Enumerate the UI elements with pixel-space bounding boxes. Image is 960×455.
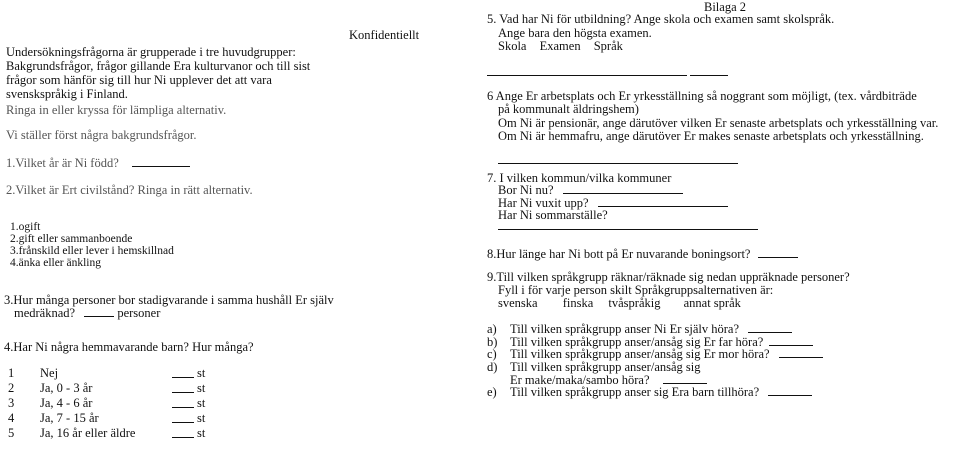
municipality-now-field[interactable] bbox=[563, 183, 683, 194]
question-4: 4.Har Ni några hemmavarande barn? Hur många? bbox=[4, 340, 254, 354]
self-language-field[interactable] bbox=[748, 322, 792, 333]
children-count-field[interactable] bbox=[172, 367, 194, 378]
language-item-b: b) Till vilken språkgrupp anser/ansåg sig Er far höra? bbox=[487, 335, 813, 349]
instruction-text: Ringa in eller kryssa för lämpliga alternativ. bbox=[6, 103, 227, 117]
summer-place-answer-line[interactable] bbox=[498, 229, 758, 230]
intro-line-4: svenskspråkig i Finland. bbox=[6, 87, 128, 101]
question-6-line-4: Om Ni är hemmafru, ange därutöver Er makes senaste arbetsplats och yrkesställning. bbox=[498, 129, 924, 143]
education-answer-line[interactable] bbox=[487, 75, 687, 76]
option-bilingual: tvåspråkig bbox=[608, 296, 661, 310]
option-swedish: svenska bbox=[498, 296, 538, 310]
education-columns bbox=[498, 39, 623, 53]
column-language: Språk bbox=[593, 39, 623, 53]
municipality-grew-up-field[interactable] bbox=[598, 196, 728, 207]
intro-line-2: Bakgrundsfrågor, frågor gillande Era kulturvanor och till sist bbox=[6, 59, 311, 73]
language-group-options bbox=[498, 296, 741, 310]
children-count-field[interactable] bbox=[172, 427, 194, 438]
question-9-line-1: 9.Till vilken språkgrupp räknar/räknade sig nedan uppräknade personer? bbox=[487, 270, 850, 284]
children-count-field[interactable] bbox=[172, 397, 194, 408]
question-6-line-1: 6 Ange Er arbetsplats och Er yrkesställning så noggrant som möjligt, (tex. vårdbiträde bbox=[487, 89, 917, 103]
language-answer-line[interactable] bbox=[690, 75, 728, 76]
language-item-e: e) Till vilken språkgrupp anser sig Era barn tillhöra? bbox=[487, 385, 812, 399]
spouse-language-field[interactable] bbox=[663, 373, 707, 384]
question-7-title: 7. I vilken kommun/vilka kommuner bbox=[487, 171, 672, 185]
language-item-d-cont: Er make/maka/sambo höra? bbox=[510, 373, 707, 387]
column-school: Skola bbox=[498, 39, 527, 53]
question-5-line-1: 5. Vad har Ni för utbildning? Ange skola och examen samt skolspråk. bbox=[487, 12, 835, 26]
father-language-field[interactable] bbox=[769, 335, 813, 346]
question-6-line-3: Om Ni är pensionär, ange därutöver vilken Er senaste arbetsplats och yrkesställning var. bbox=[498, 116, 939, 130]
question-1: 1.Vilket år är Ni född? bbox=[6, 156, 190, 170]
mother-language-field[interactable] bbox=[779, 347, 823, 358]
question-3-line-2: medräknad? personer bbox=[14, 306, 161, 320]
question-3-line-1: 3.Hur många personer bor stadigvarande i samma hushåll Er själv bbox=[4, 293, 334, 307]
municipality-summer: Har Ni sommarställe? bbox=[498, 208, 608, 222]
language-item-c: c) Till vilken språkgrupp anser/ansåg sig Er mor höra? bbox=[487, 347, 823, 361]
question-8: 8.Hur länge har Ni bott på Er nuvarande boningsort? bbox=[487, 247, 798, 261]
municipality-now: Bor Ni nu? bbox=[498, 183, 683, 197]
background-intro: Vi ställer först några bakgrundsfrågor. bbox=[6, 128, 197, 142]
children-language-field[interactable] bbox=[768, 385, 812, 396]
question-5-line-2: Ange bara den högsta examen. bbox=[498, 26, 652, 40]
question-9-line-2: Fyll i för varje person skilt Språkgruppsalternativen är: bbox=[498, 283, 774, 297]
civil-option-2[interactable]: 2.gift eller sammanboende bbox=[10, 233, 133, 245]
children-count-field[interactable] bbox=[172, 412, 194, 423]
option-other-language: annat språk bbox=[683, 296, 741, 310]
civil-option-4[interactable]: 4.änka eller änkling bbox=[10, 257, 102, 269]
residence-duration-field[interactable] bbox=[758, 247, 798, 258]
column-exam: Examen bbox=[539, 39, 581, 53]
language-item-a: a) Till vilken språkgrupp anser Ni Er själv höra? bbox=[487, 322, 792, 336]
language-item-d: d) Till vilken språkgrupp anser/ansåg sig bbox=[487, 360, 701, 374]
question-2: 2.Vilket är Ert civilstånd? Ringa in rätt alternativ. bbox=[6, 183, 253, 197]
question-6-line-2: på kommunalt äldringshem) bbox=[498, 102, 639, 116]
intro-line-1: Undersökningsfrågorna är grupperade i tre huvudgrupper: bbox=[6, 45, 296, 59]
municipality-grew-up: Har Ni vuxit upp? bbox=[498, 196, 728, 210]
civil-option-3[interactable]: 3.frånskild eller lever i hemskillnad bbox=[10, 245, 174, 257]
option-finnish: finska bbox=[562, 296, 594, 310]
appendix-label: Bilaga 2 bbox=[704, 0, 747, 14]
workplace-answer-line[interactable] bbox=[498, 163, 738, 164]
civil-option-1[interactable]: 1.ogift bbox=[10, 221, 41, 233]
intro-line-3: frågor som hänför sig till hur Ni upplever det att vara bbox=[6, 73, 272, 87]
birth-year-field[interactable] bbox=[132, 156, 190, 167]
confidential-label: Konfidentiellt bbox=[349, 28, 420, 42]
household-count-field[interactable] bbox=[84, 306, 114, 317]
children-count-field[interactable] bbox=[172, 382, 194, 393]
